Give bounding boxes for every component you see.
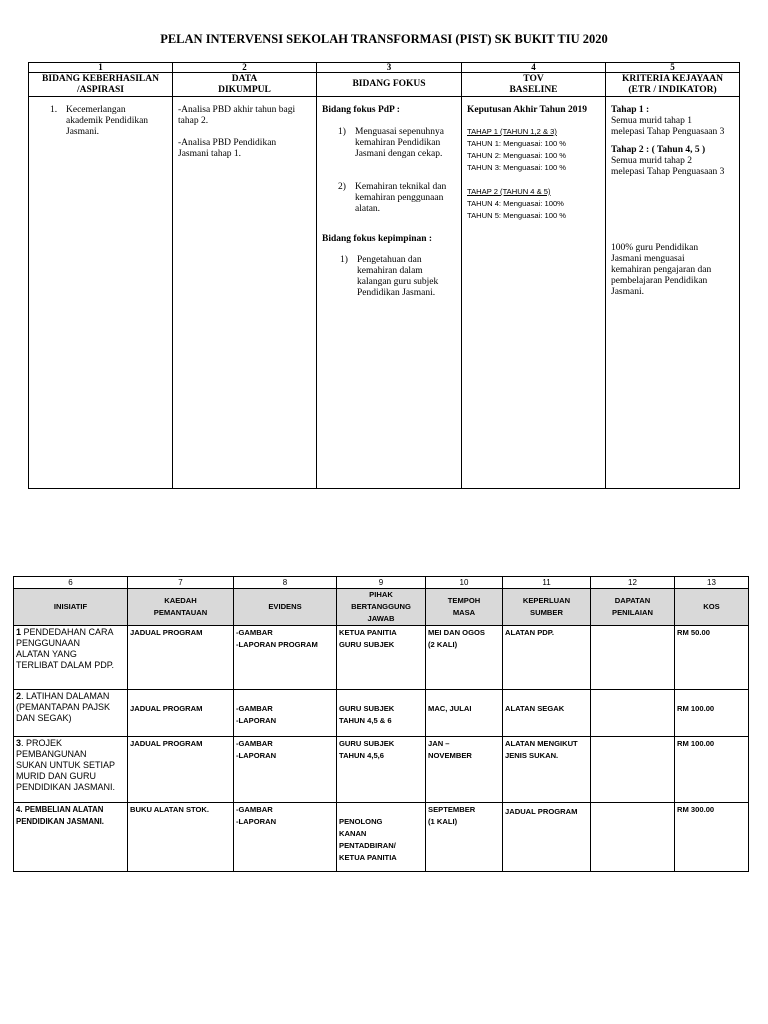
cell-inisiatif: 4. PEMBELIAN ALATAN PENDIDIKAN JASMANI.: [14, 803, 128, 872]
header-pihak-bertanggungjawab: PIHAK BERTANGGUNG JAWAB: [337, 589, 426, 626]
cell-inisiatif: 1 PENDEDAHAN CARA PENGGUNAAN ALATAN YANG TERLIBAT DALAM PDP.: [14, 626, 128, 690]
focus-item: 1) Pengetahuan dan kemahiran dalam kalangan guru subjek Pendidikan Jasmani.: [340, 255, 439, 298]
cell-pihak: GURU SUBJEK TAHUN 4,5,6: [337, 737, 426, 803]
tahap-2-criteria: Semua murid tahap 2 melepasi Tahap Penguasaan 3: [611, 156, 725, 177]
teacher-criteria: 100% guru Pendidikan Jasmani menguasai kemahiran pengajaran dan pembelajaran Pendidikan Jasmani.: [611, 243, 712, 297]
result-line: TAHUN 5: Menguasai: 100 %: [467, 211, 567, 220]
cell-baseline: [462, 97, 606, 489]
cell-evidens: -GAMBAR -LAPORAN: [234, 737, 337, 803]
column-number: 5: [606, 63, 740, 73]
header-dapatan-penilaian: DAPATAN PENILAIAN: [591, 589, 675, 626]
baseline-title: Keputusan Akhir Tahun 2019: [467, 105, 587, 115]
result-line: TAHUN 1: Menguasai: 100 %: [467, 139, 567, 148]
cell-kaedah: JADUAL PROGRAM: [128, 737, 234, 803]
cell-pihak: KETUA PANITIA GURU SUBJEK: [337, 626, 426, 690]
content-row: [29, 97, 740, 489]
focus-item: 2) Kemahiran teknikal dan kemahiran penggunaan alatan.: [338, 182, 447, 214]
cell-dapatan: [591, 803, 675, 872]
result-line: TAHUN 4: Menguasai: 100%: [467, 199, 564, 208]
cell-kaedah: JADUAL PROGRAM: [128, 626, 234, 690]
table-row: [14, 737, 749, 803]
column-number: 7: [128, 577, 234, 589]
result-line: TAHUN 3: Menguasai: 100 %: [467, 163, 567, 172]
column-number: 2: [173, 63, 317, 73]
cell-tempoh: MAC, JULAI: [426, 690, 503, 737]
column-number-row: [29, 63, 740, 73]
column-number: 4: [462, 63, 606, 73]
column-number: 10: [426, 577, 503, 589]
cell-kos: RM 300.00: [675, 803, 749, 872]
tahap-2-results: [467, 186, 600, 222]
tahap-1-criteria-title: Tahap 1 :: [611, 105, 650, 115]
cell-tempoh: MEI DAN OGOS (2 KALI): [426, 626, 503, 690]
column-number: 3: [317, 63, 462, 73]
cell-inisiatif: 2. LATIHAN DALAMAN (PEMANTAPAN PAJSK DAN SEGAK): [14, 690, 128, 737]
cell-evidens: -GAMBAR -LAPORAN PROGRAM: [234, 626, 337, 690]
cell-sumber: ALATAN MENGIKUT JENIS SUKAN.: [503, 737, 591, 803]
header-bidang-fokus: BIDANG FOKUS: [317, 73, 462, 97]
cell-kos: RM 100.00: [675, 690, 749, 737]
column-number: 9: [337, 577, 426, 589]
tahap-1-heading: TAHAP 1 (TAHUN 1,2 & 3): [467, 127, 557, 136]
column-number: 12: [591, 577, 675, 589]
data-item: -Analisa PBD akhir tahun bagi tahap 2.: [178, 105, 296, 126]
tahap-2-heading: TAHAP 2 (TAHUN 4 & 5): [467, 187, 551, 196]
column-number: 8: [234, 577, 337, 589]
header-kaedah-pemantauan: KAEDAH PEMANTAUAN: [128, 589, 234, 626]
column-number: 11: [503, 577, 591, 589]
cell-evidens: -GAMBAR -LAPORAN: [234, 690, 337, 737]
table-row: [14, 690, 749, 737]
cell-kaedah: BUKU ALATAN STOK.: [128, 803, 234, 872]
result-line: TAHUN 2: Menguasai: 100 %: [467, 151, 567, 160]
cell-pihak: GURU SUBJEK TAHUN 4,5 & 6: [337, 690, 426, 737]
cell-sumber: JADUAL PROGRAM: [503, 803, 591, 872]
cell-dapatan: [591, 690, 675, 737]
column-number: 13: [675, 577, 749, 589]
cell-aspirasi: [29, 97, 173, 489]
intervention-plan-table-2: [13, 576, 749, 872]
tahap-1-criteria: Semua murid tahap 1 melepasi Tahap Penguasaan 3: [611, 116, 725, 137]
cell-pihak: PENOLONG KANAN PENTADBIRAN/ KETUA PANITIA: [337, 803, 426, 872]
cell-tempoh: JAN – NOVEMBER: [426, 737, 503, 803]
cell-dapatan: [591, 737, 675, 803]
cell-kaedah: JADUAL PROGRAM: [128, 690, 234, 737]
cell-sumber: ALATAN SEGAK: [503, 690, 591, 737]
intervention-plan-table-1: [28, 62, 740, 489]
data-item: -Analisa PBD Pendidikan Jasmani tahap 1.: [178, 138, 277, 159]
cell-inisiatif: 3. PROJEK PEMBANGUNAN SUKAN UNTUK SETIAP MURID DAN GURU PENDIDIKAN JASMANI.: [14, 737, 128, 803]
column-number-row: [14, 577, 749, 589]
cell-kriteria: [606, 97, 740, 489]
tahap-1-results: [467, 126, 600, 174]
table-row: [14, 803, 749, 872]
document-title: PELAN INTERVENSI SEKOLAH TRANSFORMASI (PIST) SK BUKIT TIU 2020: [160, 32, 608, 46]
header-kos: KOS: [675, 589, 749, 626]
cell-evidens: -GAMBAR -LAPORAN: [234, 803, 337, 872]
cell-tempoh: SEPTEMBER (1 KALI): [426, 803, 503, 872]
header-keperluan-sumber: KEPERLUAN SUMBER: [503, 589, 591, 626]
header-bidang-keberhasilan: BIDANG KEBERHASILAN /ASPIRASI: [29, 73, 173, 97]
cell-kos: RM 50.00: [675, 626, 749, 690]
column-number: 6: [14, 577, 128, 589]
tahap-2-criteria-title: Tahap 2 : ( Tahun 4, 5 ): [611, 145, 706, 155]
leadership-focus-title: Bidang fokus kepimpinan :: [322, 234, 433, 244]
cell-bidang-fokus: [317, 97, 462, 489]
cell-data-dikumpul: [173, 97, 317, 489]
header-inisiatif: INISIATIF: [14, 589, 128, 626]
header-tempoh-masa: TEMPOH MASA: [426, 589, 503, 626]
aspirasi-item: 1. Kecemerlangan akademik Pendidikan Jasmani.: [50, 105, 149, 137]
pdp-focus-title: Bidang fokus PdP :: [322, 105, 400, 115]
table-row: [14, 626, 749, 690]
header-data-dikumpul: DATA DIKUMPUL: [173, 73, 317, 97]
focus-item: 1) Menguasai sepenuhnya kemahiran Pendidikan Jasmani dengan cekap.: [338, 127, 444, 159]
cell-kos: RM 100.00: [675, 737, 749, 803]
cell-sumber: ALATAN PDP.: [503, 626, 591, 690]
header-evidens: EVIDENS: [234, 589, 337, 626]
column-number: 1: [29, 63, 173, 73]
cell-dapatan: [591, 626, 675, 690]
header-kriteria-kejayaan: KRITERIA KEJAYAAN (ETR / INDIKATOR): [606, 73, 740, 97]
header-tov-baseline: TOV BASELINE: [462, 73, 606, 97]
header-row: [29, 73, 740, 97]
header-row: [14, 589, 749, 626]
